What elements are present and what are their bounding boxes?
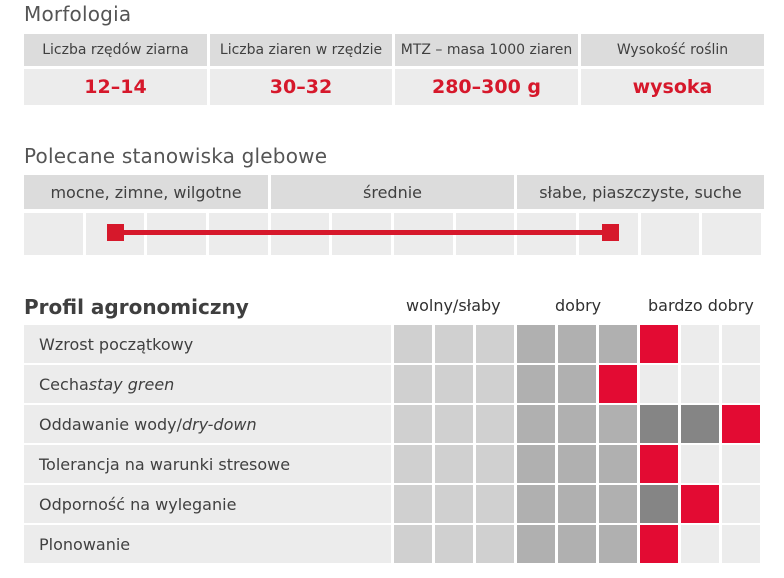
profile-row-label-text: Tolerancja na warunki stresowe xyxy=(39,454,291,474)
rating-cell xyxy=(435,525,473,563)
soil-track-cell xyxy=(24,213,83,255)
rating-cell xyxy=(558,405,596,443)
rating-cell xyxy=(599,445,637,483)
soil-track-cell xyxy=(641,213,700,255)
rating-cell xyxy=(476,325,514,363)
rating-cell xyxy=(517,525,555,563)
rating-cell xyxy=(394,525,432,563)
rating-cell xyxy=(517,405,555,443)
rating-cell xyxy=(722,525,760,563)
rating-cell xyxy=(476,485,514,523)
profile-row-label-text: Wzrost początkowy xyxy=(39,334,194,354)
scale-label-weak: wolny/słaby xyxy=(406,296,501,315)
soil-category-heavy: mocne, zimne, wilgotne xyxy=(24,175,268,209)
profile-row-label xyxy=(24,445,391,483)
profile-row-label-italic: dry-down xyxy=(182,414,257,434)
rating-cell xyxy=(640,485,678,523)
scale-label-good: dobry xyxy=(555,296,602,315)
rating-cell xyxy=(476,405,514,443)
rating-marker xyxy=(681,485,719,523)
profile-row-label-italic: stay green xyxy=(88,374,175,394)
profile-row-label-text: Plonowanie xyxy=(39,534,131,554)
rating-cell xyxy=(517,445,555,483)
rating-cell xyxy=(517,485,555,523)
rating-cell xyxy=(640,405,678,443)
rating-cell xyxy=(394,325,432,363)
rating-cell xyxy=(435,445,473,483)
soil-range-end-marker xyxy=(602,224,619,241)
rating-cell xyxy=(476,445,514,483)
rating-cell xyxy=(394,365,432,403)
rating-cell xyxy=(599,325,637,363)
soil-track-cell xyxy=(702,213,761,255)
rating-cell xyxy=(435,325,473,363)
rating-marker xyxy=(640,445,678,483)
soil-title: Polecane stanowiska glebowe xyxy=(24,144,328,168)
scale-label-very-good: bardzo dobry xyxy=(648,296,754,315)
rating-cell xyxy=(681,365,719,403)
morph-header-kernels: Liczba ziaren w rzędzie xyxy=(210,34,392,66)
rating-cell xyxy=(476,365,514,403)
profile-row-label xyxy=(24,485,391,523)
profile-row-label-text: Odporność na wyleganie xyxy=(39,494,237,514)
rating-cell xyxy=(681,405,719,443)
profile-row-label xyxy=(24,525,391,563)
rating-cell xyxy=(558,365,596,403)
rating-cell xyxy=(599,405,637,443)
rating-cell xyxy=(558,445,596,483)
rating-marker xyxy=(640,325,678,363)
morphology-title: Morfologia xyxy=(24,2,132,26)
rating-cell xyxy=(394,405,432,443)
rating-cell xyxy=(599,525,637,563)
rating-cell xyxy=(394,485,432,523)
rating-marker xyxy=(599,365,637,403)
soil-range-line xyxy=(115,230,610,235)
rating-cell xyxy=(517,365,555,403)
rating-cell xyxy=(681,525,719,563)
soil-category-light: słabe, piaszczyste, suche xyxy=(517,175,764,209)
profile-row-label-text: Cecha xyxy=(39,374,89,394)
rating-cell xyxy=(722,365,760,403)
morph-header-height: Wysokość roślin xyxy=(581,34,764,66)
rating-cell xyxy=(435,485,473,523)
morph-value-kernels: 30–32 xyxy=(210,69,392,105)
rating-cell xyxy=(599,485,637,523)
soil-category-medium: średnie xyxy=(271,175,514,209)
rating-marker xyxy=(722,405,760,443)
morph-value-height: wysoka xyxy=(581,69,764,105)
rating-cell xyxy=(640,365,678,403)
agronomic-title: Profil agronomiczny xyxy=(24,295,249,319)
rating-cell xyxy=(722,325,760,363)
rating-cell xyxy=(558,525,596,563)
morph-header-tkw: MTZ – masa 1000 ziaren xyxy=(395,34,578,66)
rating-cell xyxy=(435,405,473,443)
rating-cell xyxy=(435,365,473,403)
morph-header-rows: Liczba rzędów ziarna xyxy=(24,34,207,66)
rating-cell xyxy=(394,445,432,483)
profile-row-label xyxy=(24,365,391,403)
rating-marker xyxy=(640,525,678,563)
rating-cell xyxy=(722,485,760,523)
rating-cell xyxy=(722,445,760,483)
rating-cell xyxy=(681,325,719,363)
morph-value-rows: 12–14 xyxy=(24,69,207,105)
rating-cell xyxy=(517,325,555,363)
morph-value-tkw: 280–300 g xyxy=(395,69,578,105)
rating-cell xyxy=(681,445,719,483)
soil-range-start-marker xyxy=(107,224,124,241)
profile-row-label-text: Oddawanie wody/ xyxy=(39,414,183,434)
rating-cell xyxy=(558,485,596,523)
profile-row-label xyxy=(24,325,391,363)
rating-cell xyxy=(476,525,514,563)
rating-cell xyxy=(558,325,596,363)
profile-row-label xyxy=(24,405,391,443)
